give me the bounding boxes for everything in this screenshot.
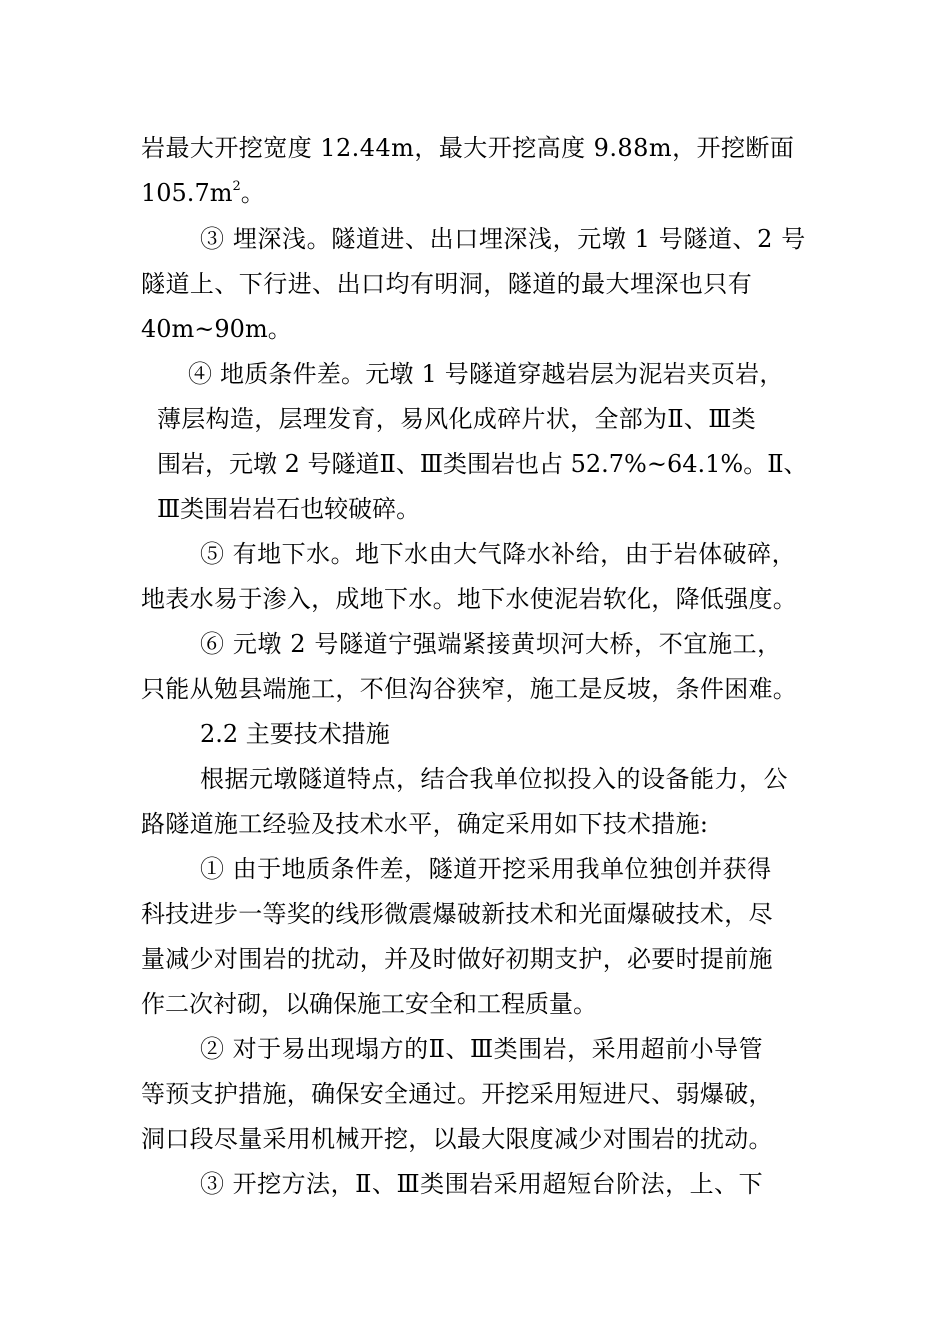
- body-text-line: 洞口段尽量采用机械开挖，以最大限度减少对围岩的扰动。: [141, 1125, 773, 1153]
- body-text-line: [141, 177, 265, 209]
- superscript-exponent: 2: [232, 179, 241, 194]
- body-text-line: 作二次衬砌，以确保施工安全和工程质量。: [141, 990, 597, 1018]
- body-text-line: Ⅲ类围岩岩石也较破碎。: [157, 495, 421, 523]
- list-item-construction-access: ⑥ 元墩 2 号隧道宁强端紧接黄坝河大桥，不宜施工，: [200, 630, 782, 658]
- body-text-line: 只能从勉县端施工，不但沟谷狭窄，施工是反坡，条件困难。: [141, 675, 798, 703]
- body-text-line: 隧道上、下行进、出口均有明洞，隧道的最大埋深也只有: [141, 270, 753, 298]
- list-item-groundwater: ⑤ 有地下水。地下水由大气降水补给，由于岩体破碎，: [200, 540, 797, 568]
- body-text-line: 围岩，元墩 2 号隧道Ⅱ、Ⅲ类围岩也占 52.7%~64.1%。Ⅱ、: [157, 450, 808, 478]
- body-text-line: 40m~90m。: [141, 315, 292, 343]
- section-heading: 2.2 主要技术措施: [200, 720, 390, 748]
- area-value: 105.7m: [141, 179, 233, 207]
- list-item-excavation: ① 由于地质条件差，隧道开挖采用我单位独创并获得: [200, 855, 772, 883]
- list-item-geology: ④ 地质条件差。元墩 1 号隧道穿越岩层为泥岩夹页岩，: [188, 360, 784, 388]
- list-item-burial-depth: ③ 埋深浅。隧道进、出口埋深浅，元墩 1 号隧道、2 号: [200, 225, 806, 253]
- body-text-line: 等预支护措施，确保安全通过。开挖采用短进尺、弱爆破，: [141, 1080, 773, 1108]
- body-text-line: 地表水易于渗入，成地下水。地下水使泥岩软化，降低强度。: [141, 585, 798, 613]
- body-text-line: 岩最大开挖宽度 12.44m，最大开挖高度 9.88m，开挖断面: [141, 134, 795, 162]
- sentence-end: 。: [240, 179, 265, 207]
- body-text-line: 量减少对围岩的扰动，并及时做好初期支护，必要时提前施: [141, 945, 773, 973]
- body-text-line: 根据元墩隧道特点，结合我单位拟投入的设备能力，公: [200, 765, 788, 793]
- list-item-support: ② 对于易出现塌方的Ⅱ、Ⅲ类围岩，采用超前小导管: [200, 1035, 764, 1063]
- body-text-line: 路隧道施工经验及技术水平，确定采用如下技术措施:: [141, 810, 709, 838]
- body-text-line: 科技进步一等奖的线形微震爆破新技术和光面爆破技术，尽: [141, 900, 773, 928]
- body-text-line: 薄层构造，层理发育，易风化成碎片状，全部为Ⅱ、Ⅲ类: [157, 405, 756, 433]
- list-item-method: ③ 开挖方法，Ⅱ、Ⅲ类围岩采用超短台阶法，上、下: [200, 1170, 764, 1198]
